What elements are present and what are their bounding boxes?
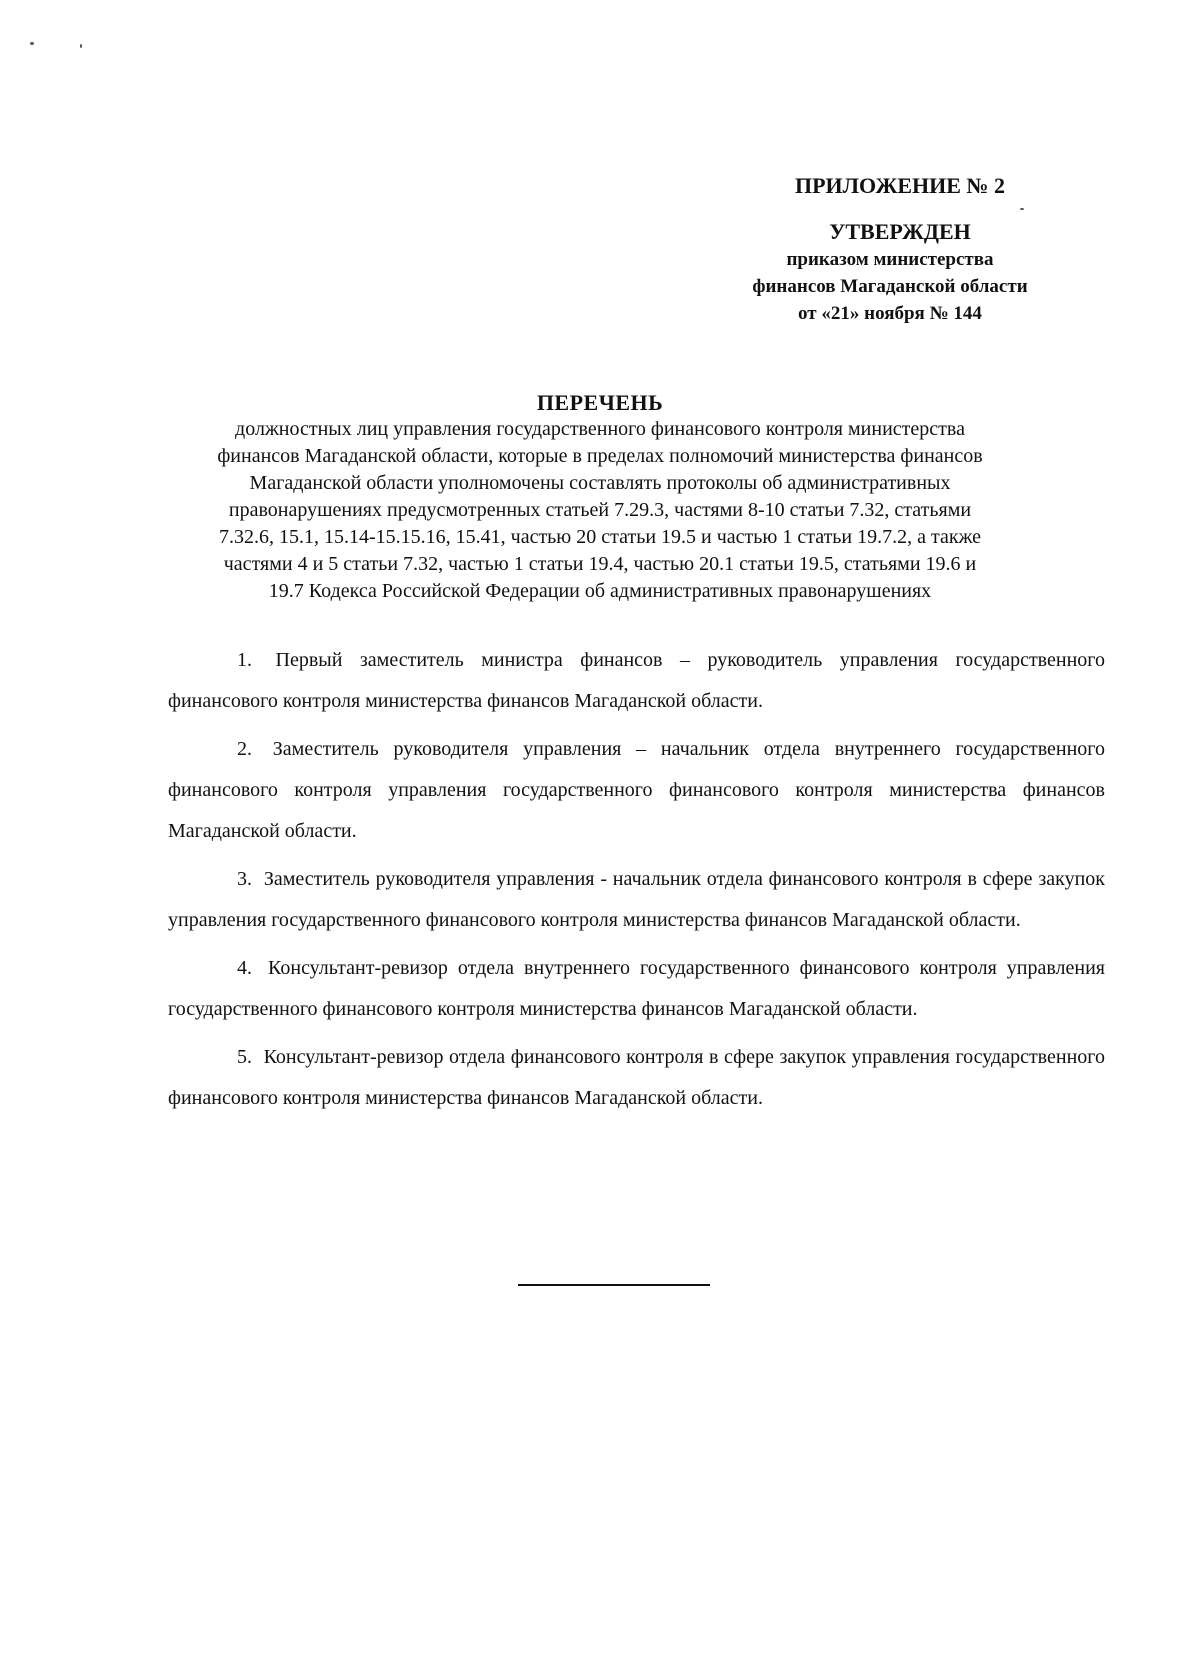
item-number: 3. [237, 868, 252, 890]
item-number: 1. [237, 649, 252, 671]
approved-line: финансов Магаданской области [752, 276, 1028, 297]
approved-label: УТВЕРЖДЕН [829, 219, 971, 244]
item-number: 2. [237, 738, 252, 760]
positions-list [168, 640, 1105, 1126]
item-text: Первый заместитель министра финансов – руководитель управления государственного финансового контроля министерства финансов Магаданской области. [168, 649, 1105, 712]
list-item [168, 729, 1105, 852]
scan-speck [30, 42, 34, 45]
end-divider [518, 1284, 710, 1286]
subtitle-line: правонарушениях предусмотренных статьей 7.29.3, частями 8-10 статьи 7.32, статьями [228, 499, 972, 521]
subtitle-line: частями 4 и 5 статьи 7.32, частью 1 статьи 19.4, частью 20.1 статьи 19.5, статьями 19.6 и [223, 553, 977, 575]
approval-block [690, 172, 1090, 327]
approved-line: приказом министерства [786, 249, 994, 270]
subtitle-line: 7.32.6, 15.1, 15.14-15.15.16, 15.41, частью 20 статьи 19.5 и частью 1 статьи 19.7.2, а также [218, 526, 982, 548]
subtitle-line: 19.7 Кодекса Российской Федерации об административных правонарушениях [268, 580, 932, 602]
item-number: 4. [237, 957, 252, 979]
annex-number: ПРИЛОЖЕНИЕ № 2 [794, 173, 1006, 198]
document-title-block [150, 390, 1050, 605]
item-number: 5. [237, 1046, 252, 1068]
item-text: Заместитель руководителя управления – начальник отдела внутреннего государственного финансового контроля управления государственного финансового контроля министерства финансов Магаданской области. [168, 738, 1106, 842]
scan-speck [80, 44, 82, 48]
list-item [168, 859, 1105, 941]
item-text: Консультант-ревизор отдела внутреннего государственного финансового контроля управления государственного финансового контроля министерства финансов Магаданской области. [168, 957, 1105, 1020]
list-item [168, 948, 1105, 1030]
item-text: Консультант-ревизор отдела финансового контроля в сфере закупок управления государственного финансового контроля министерства финансов Магаданской области. [168, 1046, 1106, 1109]
approved-date: от «21» ноября № 144 [798, 303, 982, 324]
document-title: ПЕРЕЧЕНЬ [536, 390, 664, 415]
subtitle-line: финансов Магаданской области, которые в пределах полномочий министерства финансов [217, 445, 983, 467]
subtitle-line: должностных лиц управления государственного финансового контроля министерства [235, 418, 965, 440]
list-item [168, 1037, 1105, 1119]
list-item [168, 640, 1105, 722]
subtitle-line: Магаданской области уполномочены составлять протоколы об административных [249, 472, 951, 494]
item-text: Заместитель руководителя управления - начальник отдела финансового контроля в сфере закупок управления государственного финансового контроля министерства финансов Магаданской области. [168, 868, 1106, 931]
